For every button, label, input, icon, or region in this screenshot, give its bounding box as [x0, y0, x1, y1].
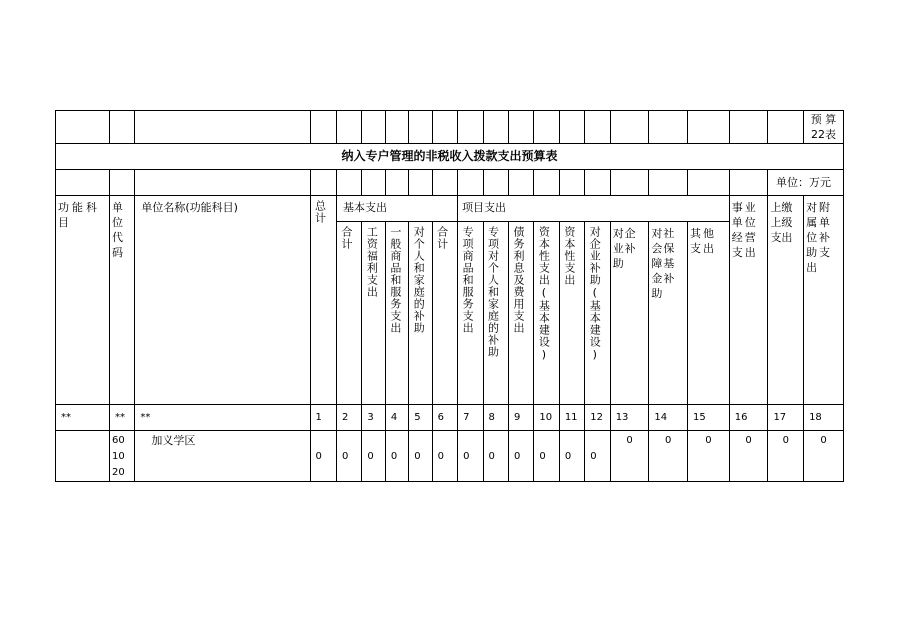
header-total: 总计	[310, 196, 336, 405]
table-number: 预 算 22表	[804, 111, 844, 144]
header-goods: 一般商品和服务支出	[385, 222, 408, 405]
data-cell: 0	[534, 431, 559, 482]
header-proj-goods: 专项商品和服务支出	[458, 222, 483, 405]
index-cell: **	[109, 405, 134, 431]
data-cell: 0	[362, 431, 385, 482]
data-cell: 0	[688, 431, 730, 482]
index-cell: 6	[432, 405, 457, 431]
index-cell: 15	[688, 405, 730, 431]
data-code: 60 10 20	[109, 431, 134, 482]
data-cell: 0	[559, 431, 584, 482]
data-cell: 0	[768, 431, 804, 482]
index-cell: 18	[804, 405, 844, 431]
index-cell: 7	[458, 405, 483, 431]
header-func: 功能科目	[56, 196, 110, 405]
header-wage: 工资福利支出	[362, 222, 385, 405]
index-cell: 13	[610, 405, 649, 431]
index-row	[56, 405, 844, 431]
header-capital-basic: 资本性支出(基本建设)	[534, 222, 559, 405]
index-cell: 5	[409, 405, 432, 431]
index-cell: 4	[385, 405, 408, 431]
header-other: 其他支出	[688, 222, 730, 405]
index-cell: 12	[585, 405, 610, 431]
header-ent-basic: 对企业补助(基本建设)	[585, 222, 610, 405]
header-social: 对社会保障基金补助	[649, 222, 688, 405]
data-cell: 0	[458, 431, 483, 482]
data-cell: 0	[432, 431, 457, 482]
data-cell: 0	[585, 431, 610, 482]
header-code: 单位代码	[109, 196, 134, 405]
index-cell: **	[135, 405, 310, 431]
data-cell: 0	[729, 431, 768, 482]
header-sub: 对附属单位补助支出	[804, 196, 844, 405]
data-name: 加义学区	[135, 431, 310, 482]
index-cell: 8	[483, 405, 508, 431]
unit-row	[56, 170, 844, 196]
data-cell: 0	[508, 431, 533, 482]
data-cell: 0	[409, 431, 432, 482]
index-cell: 14	[649, 405, 688, 431]
header-proj-total: 合计	[432, 222, 457, 405]
header-biz: 事业单位经营支出	[729, 196, 768, 405]
header-capital: 资本性支出	[559, 222, 584, 405]
top-blank-row	[56, 111, 844, 144]
data-cell: 0	[610, 431, 649, 482]
header-project: 项目支出	[458, 196, 730, 222]
header-name: 单位名称(功能科目)	[135, 196, 310, 405]
header-basic-total: 合计	[336, 222, 361, 405]
header-proj-indiv: 专项对个人和家庭的补助	[483, 222, 508, 405]
index-cell: **	[56, 405, 110, 431]
data-cell: 0	[649, 431, 688, 482]
header-ent: 对企业补助	[610, 222, 649, 405]
data-cell: 0	[483, 431, 508, 482]
index-cell: 17	[768, 405, 804, 431]
header-indiv: 对个人和家庭的补助	[409, 222, 432, 405]
index-cell: 2	[336, 405, 361, 431]
index-cell: 9	[508, 405, 533, 431]
data-cell: 0	[385, 431, 408, 482]
data-cell: 0	[310, 431, 336, 482]
index-cell: 1	[310, 405, 336, 431]
data-cell: 0	[336, 431, 361, 482]
index-cell: 3	[362, 405, 385, 431]
header-upper: 上缴上级支出	[768, 196, 804, 405]
unit-label: 单位：万元	[768, 170, 844, 196]
table-row	[56, 431, 844, 482]
budget-table	[55, 110, 844, 482]
index-cell: 16	[729, 405, 768, 431]
header-basic: 基本支出	[336, 196, 457, 222]
index-cell: 10	[534, 405, 559, 431]
index-cell: 11	[559, 405, 584, 431]
header-debt: 债务利息及费用支出	[508, 222, 533, 405]
data-cell: 0	[804, 431, 844, 482]
data-func	[56, 431, 110, 482]
table-title: 纳入专户管理的非税收入拨款支出预算表	[56, 144, 844, 170]
